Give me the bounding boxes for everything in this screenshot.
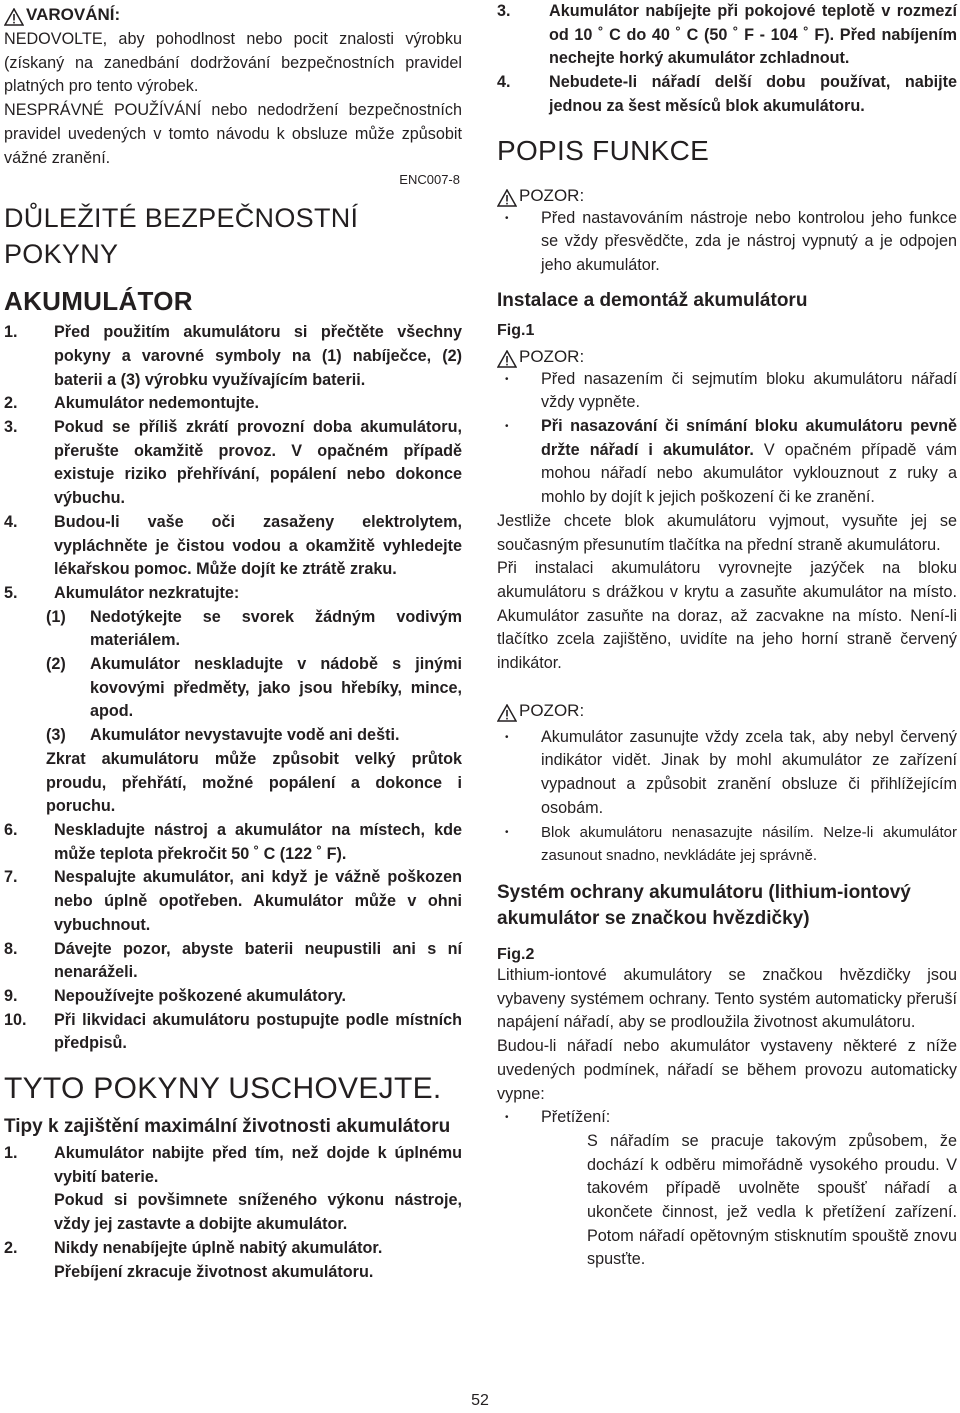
keep-instructions-heading: TYTO POKYNY USCHOVEJTE. xyxy=(4,1072,442,1106)
warning-title: VAROVÁNÍ: xyxy=(26,5,121,24)
tips-item: 4. Nebudete-li nářadí delší dobu používat, nabijte jednou za šest měsíců blok akumulátoru. xyxy=(497,73,957,115)
bullet-item: • Při nasazování či snímání bloku akumulátoru pevně držte nářadí i akumulátor. V opačném případě vám mohou nářadí nebo akumulátor vyklouznout z ruky a mohlo by dojít k jejich poškození či ke zranění. xyxy=(505,417,957,507)
protection-paragraph: Lithium-iontové akumulátory se značkou hvězdičky jsou vybaveny systémem ochrany. Tento systém automaticky přeruší napájení nářadí, aby se prodloužila životnost akumulátoru. xyxy=(497,965,957,1032)
list-item: 7. Nespalujte akumulátor, ani když je vážně poškozen nebo úplně opotřeben. Akumulátor může v ohni vybuchnout. xyxy=(4,868,462,934)
list-item: 5. Akumulátor nezkratujte: xyxy=(4,583,240,602)
caution-heading: POZOR: xyxy=(497,185,957,207)
figure-reference: Fig.2 xyxy=(497,945,535,963)
install-heading: Instalace a demontáž akumulátoru xyxy=(497,289,808,311)
right-column xyxy=(497,0,957,1272)
left-column xyxy=(4,0,462,1284)
bullet-item: • Přetížení: xyxy=(505,1108,611,1127)
tips-list-continued xyxy=(497,0,957,119)
list-item: 3. Pokud se příliš zkrátí provozní doba akumulátoru, přerušte okamžitě provoz. V opačném případě existuje riziko přehřívání, popálení nebo dokonce výbuchu. xyxy=(4,418,462,508)
protection-heading: Systém ochrany akumulátoru (lithium-iontový akumulátor se značkou hvězdičky) xyxy=(497,881,911,929)
heading-battery: AKUMULÁTOR xyxy=(4,286,193,317)
safety-list xyxy=(4,321,462,1056)
tips-item: 1. Akumulátor nabijte před tím, než dojde k úplnému vybití baterie. Pokud si povšimnete sníženého výkonu nástroje, vždy jej zastavte a dobijte akumulátor. xyxy=(4,1144,462,1234)
heading-important-line1: DŮLEŽITÉ BEZPEČNOSTNÍ xyxy=(4,203,359,234)
figure-reference: Fig.1 xyxy=(497,321,535,339)
list-item: 10. Při likvidaci akumulátoru postupujte podle místních předpisů. xyxy=(4,1010,462,1053)
short-circuit-note: Zkrat akumulátoru může způsobit velký průtok proudu, přehřátí, možné popálení a dokonce i poruchu. xyxy=(46,749,462,816)
sub-list-item: (2) Akumulátor neskladujte v nádobě s jinými kovovými předměty, jako jsou hřebíky, mince, apod. xyxy=(46,655,462,721)
sub-list-item: (1) Nedotýkejte se svorek žádným vodivým materiálem. xyxy=(46,607,462,650)
page-number: 52 xyxy=(471,1392,489,1409)
warning-heading xyxy=(4,4,462,26)
caution-heading: POZOR: xyxy=(497,700,957,722)
caution-heading: POZOR: xyxy=(497,346,957,368)
overload-text: S nářadím se pracuje takovým způsobem, že dochází k odběru mimořádně vysokého proudu. V takovém případě uvolněte spoušť nářadí a ukončete činnost, jež vedla k přetížení zařízení. Potom nářadí opětovným stisknutím spouště znovu spusťte. xyxy=(587,1131,957,1269)
bullet-item: • Blok akumulátoru nenasazujte násilím. Nelze-li akumulátor zasunout snadno, nevkládáte jej správně. xyxy=(505,823,957,865)
list-item: 8. Dávejte pozor, abyste baterii neupustili ani s ní nenaráželi. xyxy=(4,939,462,982)
bullet-item: • Akumulátor zasunujte vždy zcela tak, aby nebyl červený indikátor vidět. Jinak by mohl akumulátor ze zařízení vypadnout a způsobit zranění obsluze či přihlížejícím osobám. xyxy=(505,727,957,817)
enc-code: ENC007-8 xyxy=(399,172,460,188)
warning-text-1: NEDOVOLTE, aby pohodlnost nebo pocit znalosti výrobku (získaný na zanedbání dodržování bezpečnostních pravidel platných pro tento výrobek. xyxy=(4,30,462,96)
tips-heading: Tipy k zajištění maximální životnosti akumulátoru xyxy=(4,1116,451,1138)
install-paragraph: Jestliže chcete blok akumulátoru vyjmout, vysuňte jej se současným přesunutím tlačítka na přední straně akumulátoru. xyxy=(497,511,957,554)
protection-paragraph: Budou-li nářadí nebo akumulátor vystaveny některé z níže uvedených podmínek, nářadí se během provozu automaticky vypne: xyxy=(497,1037,957,1103)
list-item: 2. Akumulátor nedemontujte. xyxy=(4,394,260,413)
heading-important-line2: POKYNY xyxy=(4,239,119,270)
install-paragraph: Při instalaci akumulátoru vyrovnejte jazýček na bloku akumulátoru s drážkou v krytu a zasuňte akumulátor na místo. Akumulátor zasuňte na doraz, až zacvakne na místo. Není-li tlačítko zcela zajištěno, uvidíte na jeho horní straně červený indikátor. xyxy=(497,559,957,673)
list-item: 1. Před použitím akumulátoru si přečtěte všechny pokyny a varovné symboly na (1) nabíječce, (2) baterii a (3) výrobku využívajícím baterii. xyxy=(4,323,462,389)
bullet-item: • Před nastavováním nástroje nebo kontrolou jeho funkce se vždy přesvědčte, zda je nástroj vypnutý a je odpojen jeho akumulátor. xyxy=(505,208,957,274)
list-item: 6. Neskladujte nástroj a akumulátor na místech, kde může teplota překročit 50 ˚ C (122 ˚ F). xyxy=(4,820,462,863)
warning-text-2: NESPRÁVNÉ POUŽÍVÁNÍ nebo nedodržení bezpečnostních pravidel uvedených v tomto návodu k obsluze může způsobit vážné zranění. xyxy=(4,101,462,167)
tips-item: 3. Akumulátor nabíjejte při pokojové teplotě v rozmezí od 10 ˚ C do 40 ˚ C (50 ˚ F - 104 ˚ F). Před nabíjením nechejte horký akumulátor zchladnout. xyxy=(497,2,957,68)
tips-list xyxy=(4,1142,462,1284)
warning-triangle-icon xyxy=(4,8,24,26)
warning-triangle-icon xyxy=(497,350,517,368)
warning-triangle-icon xyxy=(497,189,517,207)
warning-triangle-icon xyxy=(497,704,517,722)
list-item: 4. Budou-li vaše oči zasaženy elektrolytem, vypláchněte je čistou vodou a okamžitě vyhledejte lékařskou pomoc. Může dojít ke ztrátě zraku. xyxy=(4,512,462,579)
tips-item: 2. Nikdy nenabíjejte úplně nabitý akumulátor. Přebíjení zkracuje životnost akumulátoru. xyxy=(4,1238,383,1281)
function-heading: POPIS FUNKCE xyxy=(497,134,710,166)
bullet-item: • Před nasazením či sejmutím bloku akumulátoru nářadí vždy vypněte. xyxy=(505,369,957,412)
sub-list-item: (3) Akumulátor nevystavujte vodě ani dešti. xyxy=(46,726,400,745)
list-item: 9. Nepoužívejte poškozené akumulátory. xyxy=(4,986,347,1005)
